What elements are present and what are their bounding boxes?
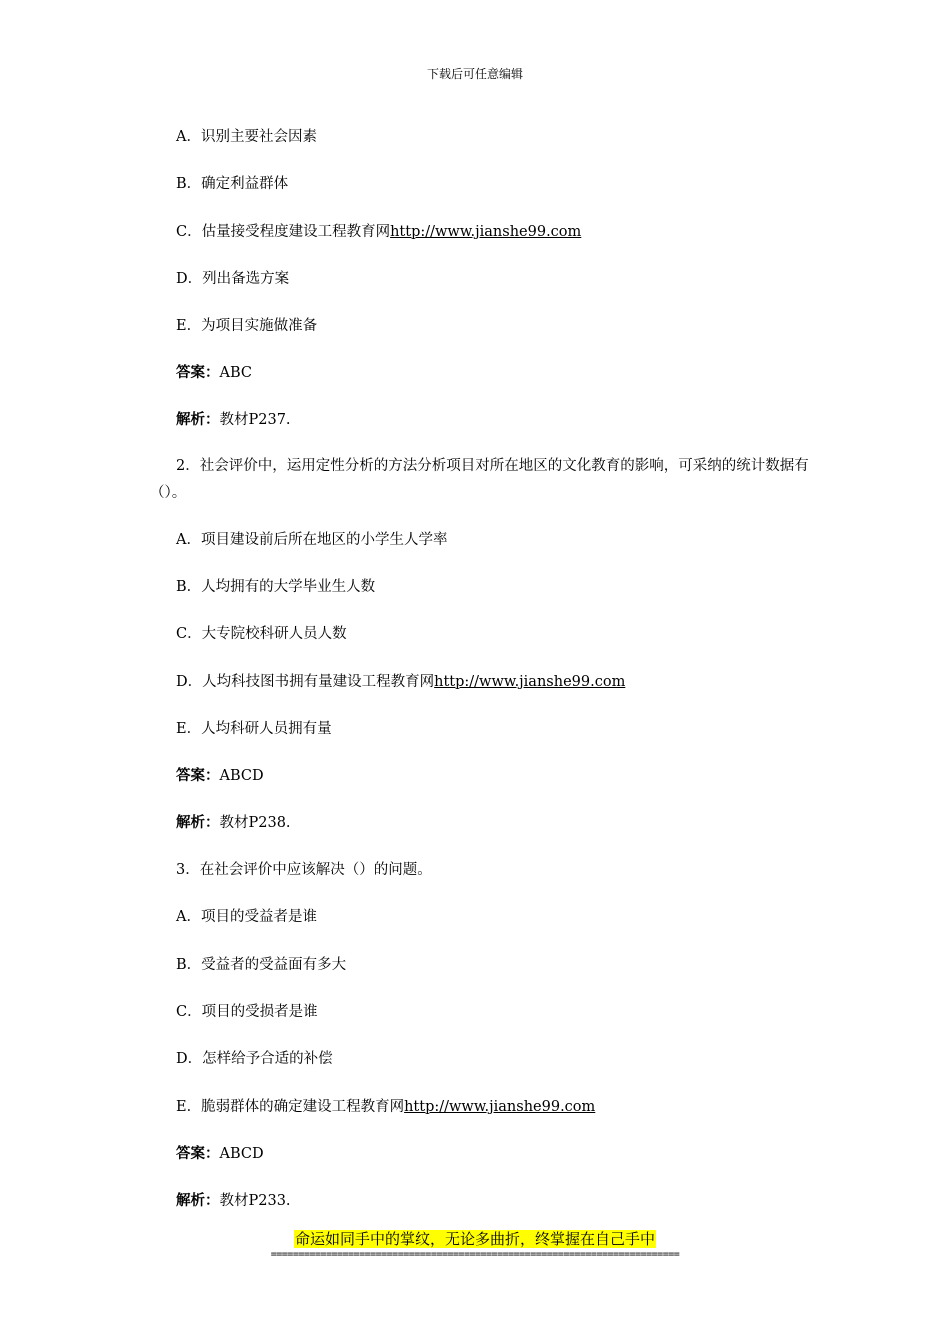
q1-option-e: E．为项目实施做准备 [176,318,318,334]
q1-option-c [176,222,581,242]
q1-option-c-link[interactable]: http://www.jianshe99.com [390,224,582,240]
q2-answer [176,766,264,786]
q2-analysis [176,813,291,833]
page-header: 下载后可任意编辑 [426,67,523,81]
q1-option-d: D．列出备选方案 [176,271,290,287]
q2-option-a: A．项目建设前后所在地区的小学生人学率 [176,532,448,548]
q1-analysis-label: 解析： [176,412,220,428]
q2-option-d-text: D．人均科技图书拥有量建设工程教育网 [176,674,435,690]
q2-option-e: E．人均科研人员拥有量 [176,721,332,737]
q3-option-e-text: E．脆弱群体的确定建设工程教育网 [176,1099,405,1115]
q3-option-a: A．项目的受益者是谁 [176,909,317,925]
q2-question: 2．社会评价中，运用定性分析的方法分析项目对所在地区的文化教育的影响，可采纳的统计数据有（）。 [150,458,809,501]
q3-option-b: B．受益者的受益面有多大 [176,957,347,973]
q2-answer-value: ABCD [219,768,264,784]
q3-answer-label: 答案： [176,1146,220,1162]
q3-analysis-value: 教材P233. [219,1193,291,1209]
q2-option-d-link[interactable]: http://www.jianshe99.com [434,674,626,690]
footer-motto [0,1228,950,1249]
q2-option-b: B．人均拥有的大学毕业生人数 [176,579,376,595]
q3-option-e [176,1097,595,1117]
q3-analysis [176,1191,291,1211]
footer-rule: ========================================================================== [270,1249,680,1260]
q3-analysis-label: 解析： [176,1193,220,1209]
q2-answer-label: 答案： [176,768,220,784]
q3-option-c: C．项目的受损者是谁 [176,1004,318,1020]
q3-question: 3．在社会评价中应该解决（）的问题。 [176,862,432,878]
q3-option-e-link[interactable]: http://www.jianshe99.com [404,1099,596,1115]
q2-analysis-label: 解析： [176,815,220,831]
q2-option-d [176,672,625,692]
q3-answer-value: ABCD [219,1146,264,1162]
q1-answer-label: 答案： [176,365,220,381]
q2-analysis-value: 教材P238. [219,815,291,831]
q1-answer-value: ABC [219,365,252,381]
q1-option-b: B．确定利益群体 [176,176,289,192]
q2-option-c: C．大专院校科研人员人数 [176,626,347,642]
q3-option-d: D．怎样给予合适的补偿 [176,1051,333,1067]
footer-motto-text: 命运如同手中的掌纹，无论多曲折，终掌握在自己手中 [294,1230,655,1248]
q1-option-c-text: C．估量接受程度建设工程教育网 [176,224,391,240]
q1-analysis [176,410,291,430]
q1-analysis-value: 教材P237. [219,412,291,428]
q1-option-a: A．识别主要社会因素 [176,129,317,145]
q3-answer [176,1144,264,1164]
q1-answer [176,363,252,383]
